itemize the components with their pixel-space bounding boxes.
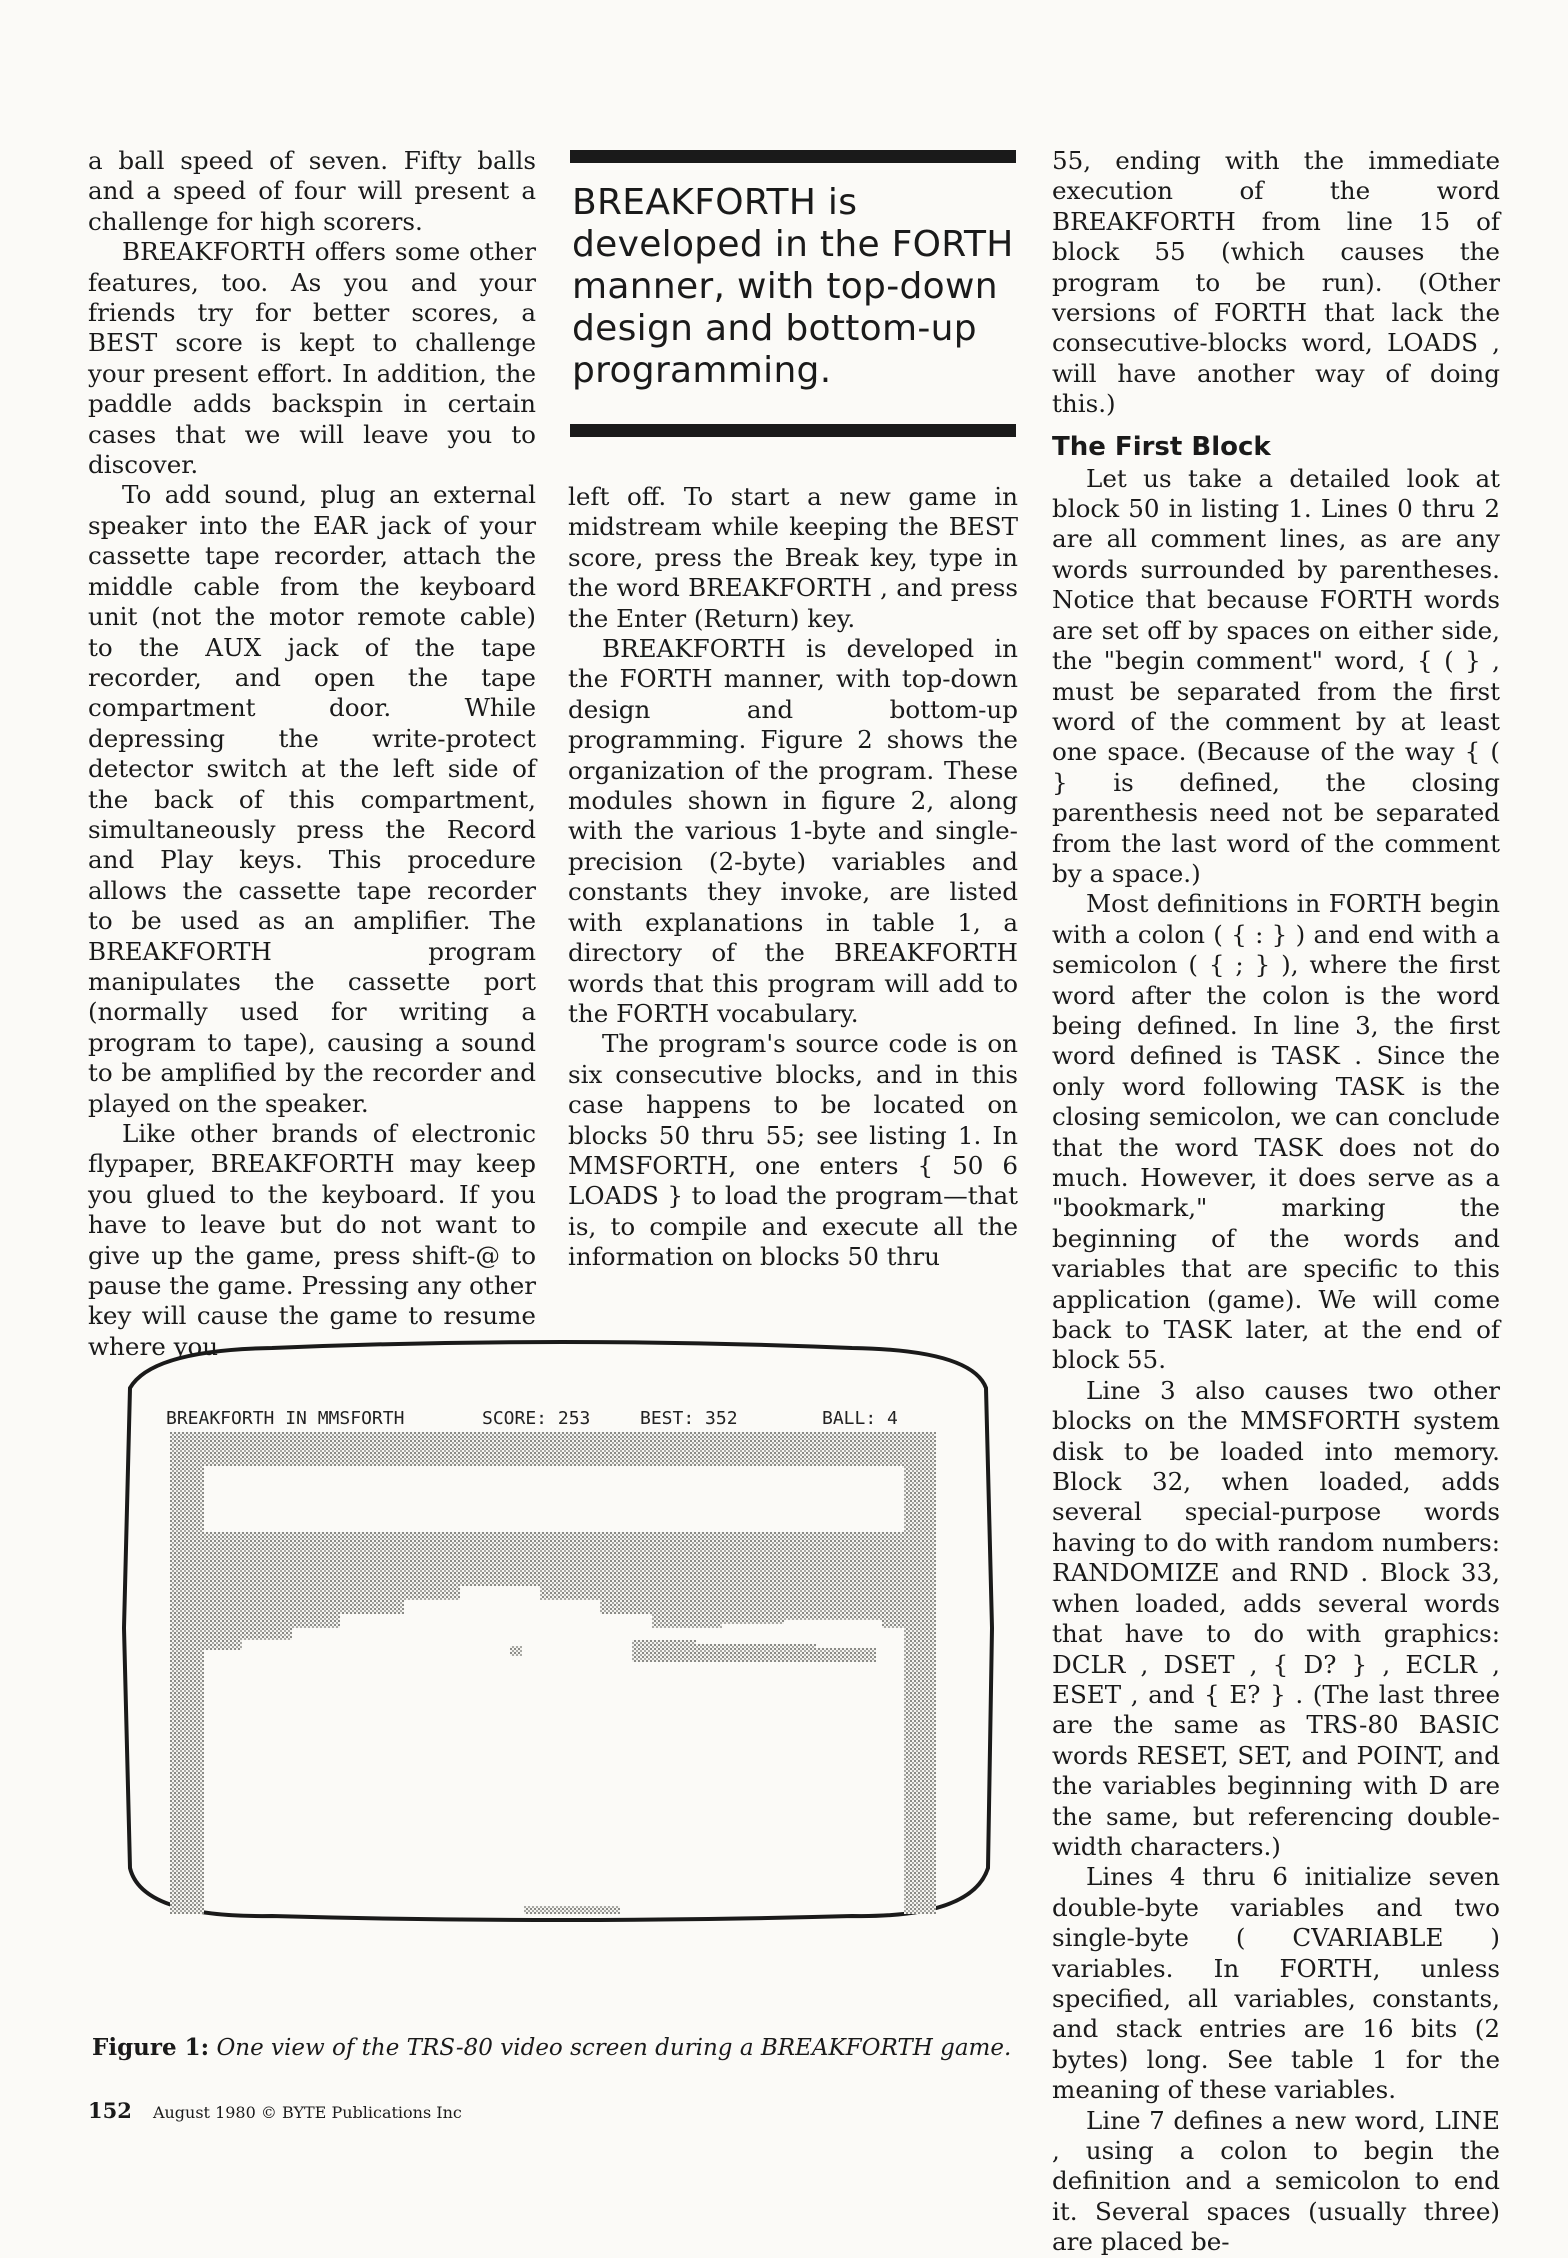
screen-title: BREAKFORTH IN MMSFORTH (166, 1408, 405, 1429)
publication-line: August 1980 © BYTE Publications Inc (152, 2103, 462, 2122)
pull-quote-bottom-rule (570, 424, 1016, 437)
right-intro: 55, ending with the immediate execution of the word BREAKFORTH from line 15 of block 55 (which causes the program to be run). (Other versions of FORTH that lack the consecutive-blocks word, LOADS , will have another way of doing this.) (1052, 146, 1500, 419)
left-column (88, 146, 536, 1362)
pull-quote-top-rule (570, 150, 1016, 163)
pull-quote: BREAKFORTH is developed in the FORTH manner, with top-down design and bottom-up programming. (572, 182, 1014, 391)
ball (510, 1646, 522, 1656)
caption-text: One view of the TRS-80 video screen during a BREAKFORTH game. (216, 2035, 1012, 2061)
top-wall (170, 1432, 936, 1454)
left-para-2: BREAKFORTH offers some other features, too. As you and your friends try for better scores, a BEST score is kept to challenge your present effort. In addition, the paddle adds backspin in certain cases that we will leave you to discover. (88, 237, 536, 480)
left-para-4: Like other brands of electronic flypaper, BREAKFORTH may keep you glued to the keyboard. If you have to leave but do not want to give up the game, press shift-@ to pause the game. Pressing any other key will cause the game to resume where you (88, 1119, 536, 1361)
section-heading: The First Block (1052, 431, 1271, 462)
brick-chunk-right (632, 1640, 696, 1662)
middle-para-1: left off. To start a new game in midstream while keeping the BEST score, press the Break key, type in the word BREAKFORTH , and press the Enter (Return) key. (568, 482, 1018, 633)
middle-column (568, 482, 1018, 1273)
figure-1-screen (122, 1328, 994, 1930)
brick-field (204, 1532, 904, 1650)
right-para-4: Lines 4 thru 6 initialize seven double-byte variables and two single-byte ( CVARIABLE ) variables. In FORTH, unless specified, all variables, constants, and stack entries are 16 bits (2 bytes) long. See table 1 for the meaning of these variables. (1052, 1862, 1500, 2105)
caption-label: Figure 1: (92, 2034, 210, 2061)
screen-ball-count: BALL: 4 (822, 1408, 898, 1429)
left-para-1: a ball speed of seven. Fifty balls and a speed of four will present a challenge for high scorers. (88, 146, 536, 236)
screen-best: BEST: 352 (640, 1408, 738, 1429)
page-footer (88, 2098, 462, 2123)
left-para-3: To add sound, plug an external speaker into the EAR jack of your cassette tape recorder, attach the middle cable from the keyboard unit (not the motor remote cable) to the AUX jack of the tape recorder, and open the tape compartment door. While depressing the write-protect detector switch at the left side of the back of this compartment, simultaneously press the Record and Play keys. This procedure allows the cassette tape recorder to be used as an amplifier. The BREAKFORTH program manipulates the cassette port (normally used for writing a program to tape), causing a sound to be amplified by the recorder and played on the speaker. (88, 480, 536, 1118)
brick-row-band (170, 1454, 936, 1466)
page-number: 152 (88, 2098, 132, 2123)
right-para-2: Most definitions in FORTH begin with a colon ( { : } ) and end with a semicolon ( { ; } ), where the first word after the colon is the word being defined. In line 3, the first word defined is TASK . Since the only word following TASK is the closing semicolon, we can conclude that the word TASK does not do much. However, it does serve as a "bookmark," marking the beginning of the words and variables that are specific to this application (game). We will come back to TASK later, at the end of block 55. (1052, 889, 1500, 1375)
middle-para-2: BREAKFORTH is developed in the FORTH manner, with top-down design and bottom-up programming. Figure 2 shows the organization of the program. These modules shown in figure 2, along with the various 1-byte and single-precision (2-byte) variables and constants they invoke, are listed with explanations in table 1, a directory of the BREAKFORTH words that this program will add to the FORTH vocabulary. (568, 634, 1018, 1028)
right-para-5: Line 7 defines a new word, LINE , using a colon to begin the definition and a semicolon to end it. Several spaces (usually three) are placed be- (1052, 2105, 1500, 2257)
screen-score: SCORE: 253 (482, 1408, 591, 1429)
middle-para-3: The program's source code is on six consecutive blocks, and in this case happens to be located on blocks 50 thru 55; see listing 1. In MMSFORTH, one enters { 50 6 LOADS } to load the program—that is, to compile and execute all the information on blocks 50 thru (568, 1029, 1018, 1272)
right-para-3: Line 3 also causes two other blocks on the MMSFORTH system disk to be loaded into memory. Block 32, when loaded, adds several special-purpose words having to do with random numbers: RANDOMIZE and RND . Block 33, when loaded, adds several words that have to do with graphics: DCLR , DSET , { D? } , ECLR , ESET , and { E? } . (The last three are the same as TRS-80 BASIC words RESET, SET, and POINT, and the variables beginning with D are the same, but referencing double-width characters.) (1052, 1375, 1500, 1861)
left-wall (170, 1432, 204, 1914)
right-column (1052, 146, 1500, 2258)
right-wall (904, 1432, 936, 1914)
right-para-1: Let us take a detailed look at block 50 in listing 1. Lines 0 thru 2 are all comment lines, as are any words surrounded by parentheses. Notice that because FORTH words are set off by spaces on either side, the "begin comment" word, { ( } , must be separated from the first word of the comment by at least one space. (Because of the way { ( } is defined, the closing parenthesis need not be separated from the last word of the comment by a space.) (1052, 463, 1500, 888)
figure-caption (92, 2034, 1022, 2061)
paddle (524, 1906, 620, 1914)
